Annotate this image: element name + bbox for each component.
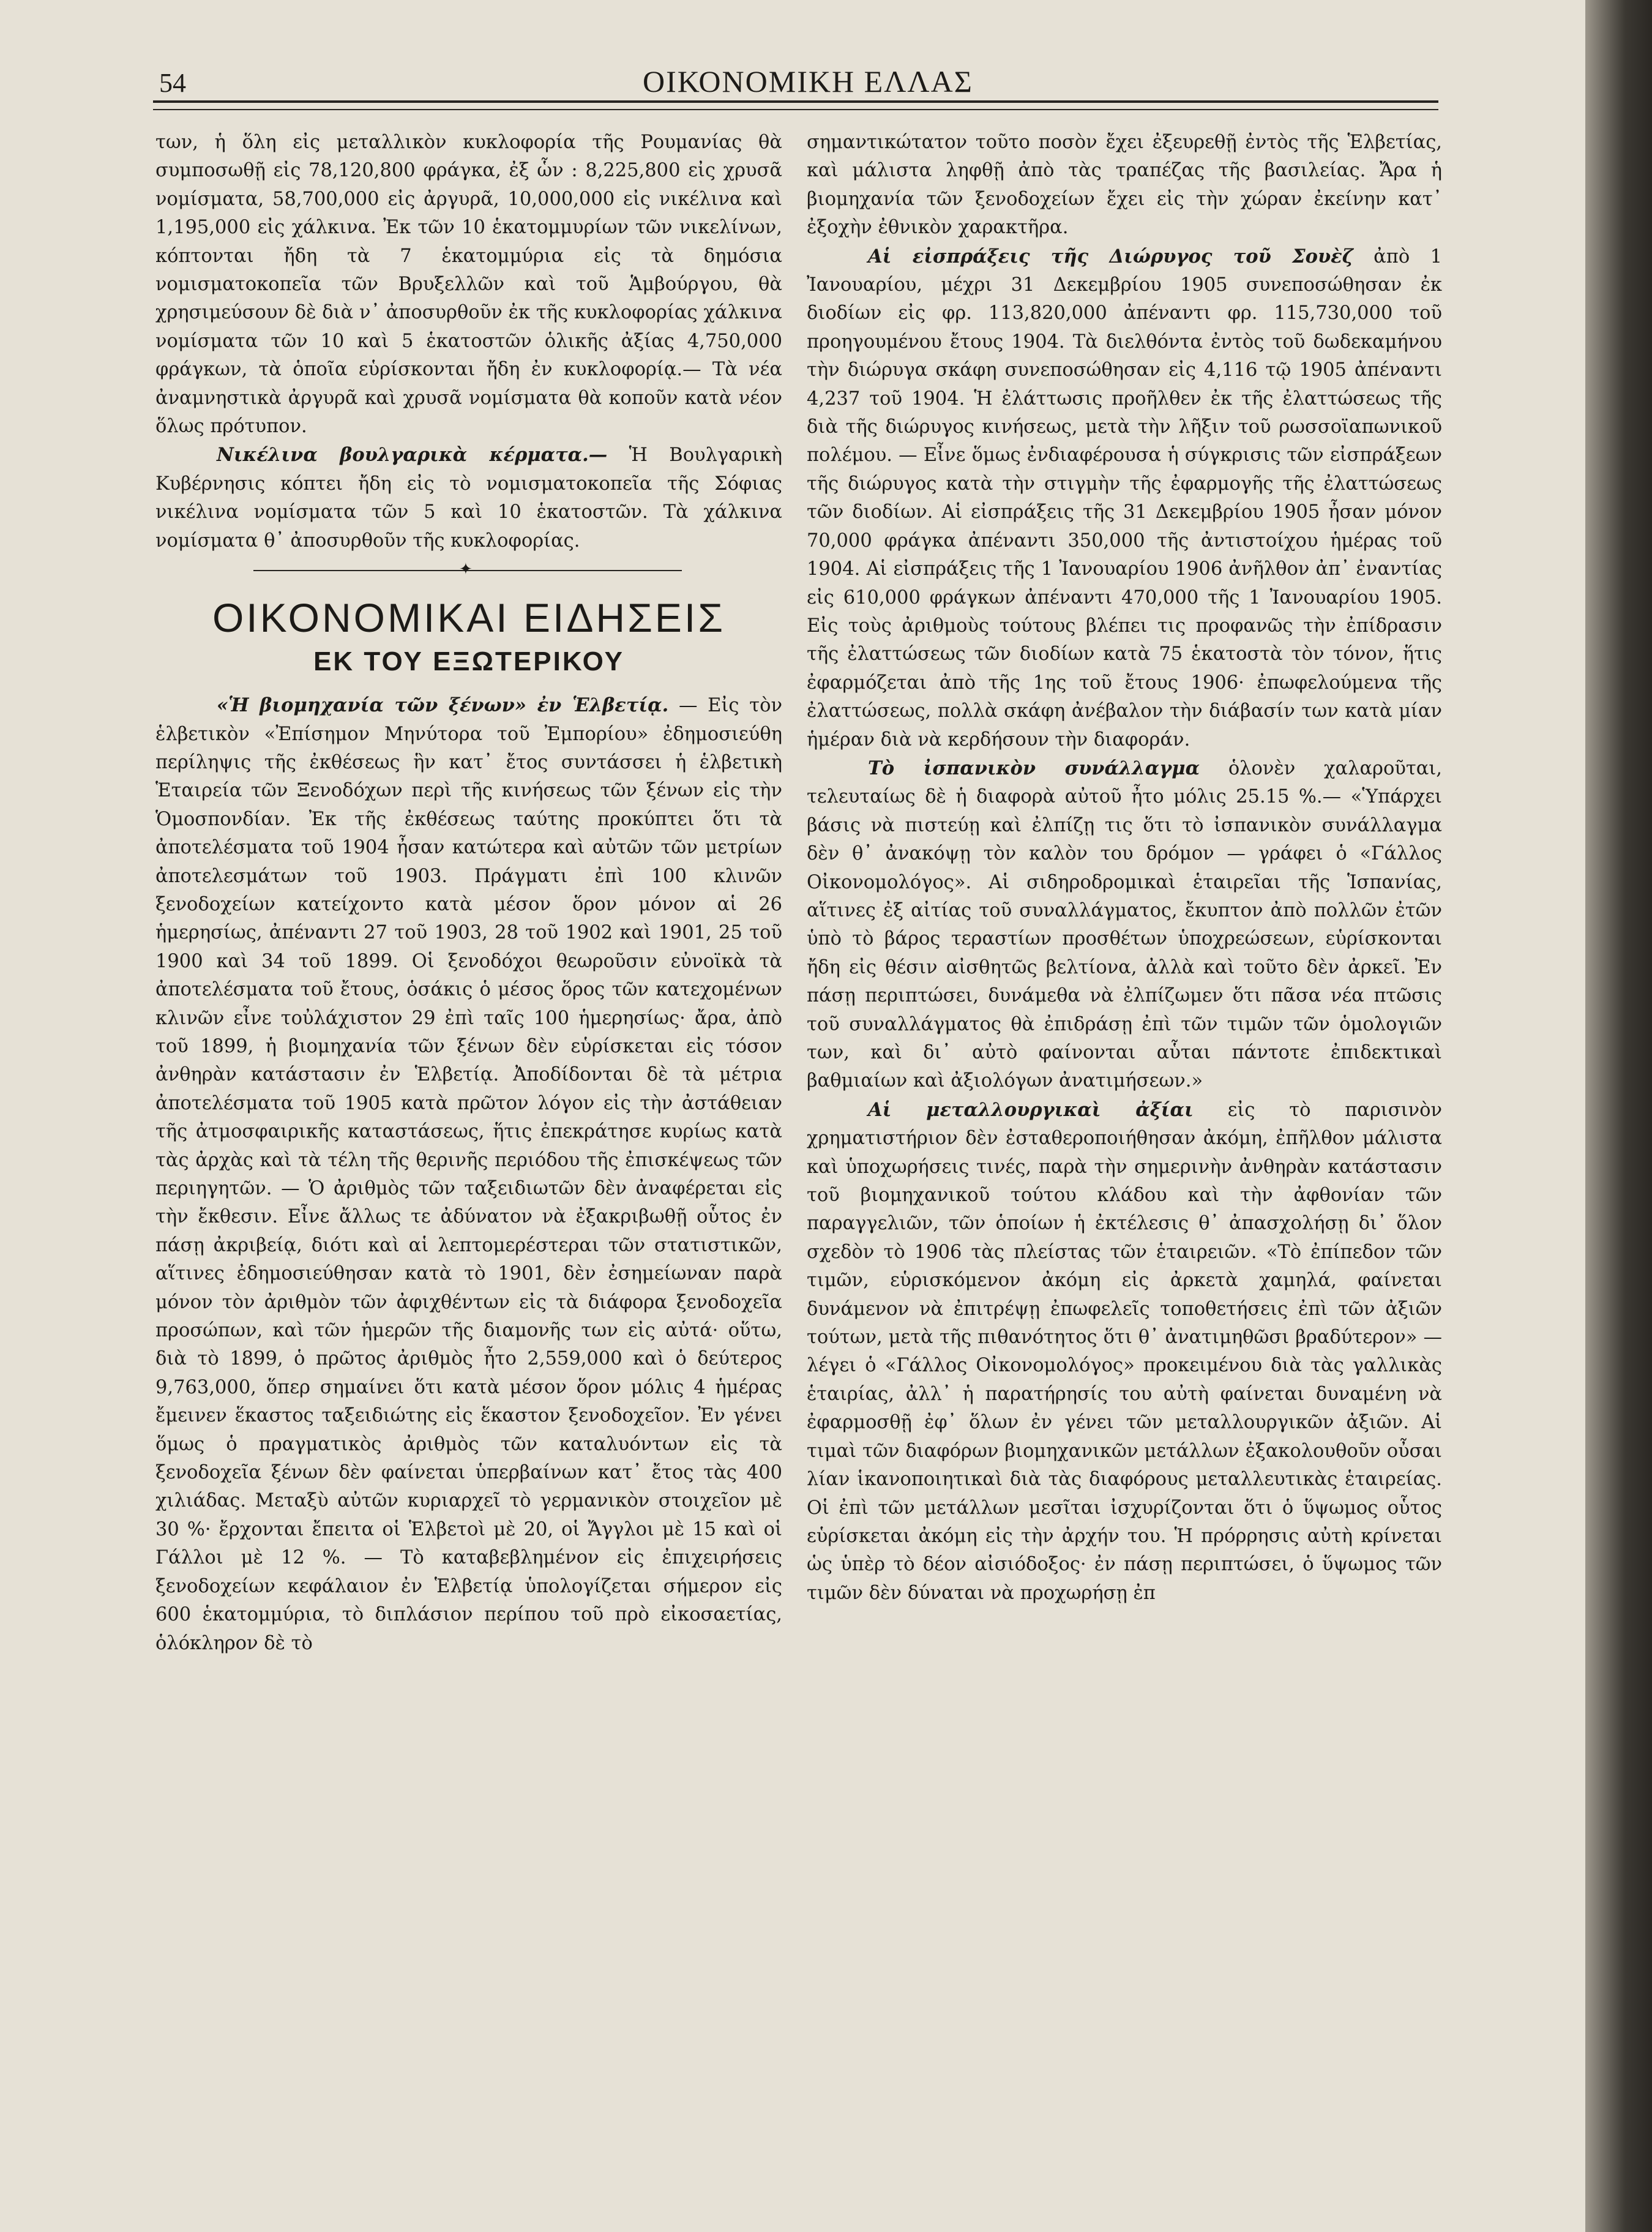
left-paragraph-switzerland (155, 691, 782, 1658)
right-paragraph-spanish-exchange (807, 754, 1442, 1096)
section-subtitle: ΕΚ ΤΟΥ ΕΞΩΤΕΡΙΚΟΥ (313, 646, 624, 677)
section-title: ΟΙΚΟΝΟΜΙΚΑΙ ΕΙΔΗΣΕΙΣ (212, 595, 726, 641)
page-number: 54 (159, 68, 186, 98)
header-rule-thin (153, 109, 1438, 110)
right-paragraph-suez (807, 242, 1442, 754)
left-paragraph-romania: των, ἡ ὅλη εἰς μεταλλικὸν κυκλοφορία τῆς Ρουμανίας θὰ συμποσωθῇ εἰς 78,120,800 φράγκα, ἐξ ὧν : 8,225,800 εἰς χρυσᾶ νομίσματα, 58,700,000 εἰς ἀργυρᾶ, 10,000,000 εἰς νικέλινα καὶ 1,195,000 εἰς χάλκινα. Ἐκ τῶν 10 ἑκατομμυρίων τῶν νικελίνων, κόπτονται ἤδη τὰ 7 ἑκατομμύρια εἰς τὰ δημόσια νομισματοκοπεῖα τῶν Βρυξελλῶν καὶ τοῦ Ἁμβούργου, θὰ χρησιμεύσουν δὲ διὰ ν᾿ ἀποσυρθοῦν ἐκ τῆς κυκλοφορίας χάλκινα νομίσματα τῶν 10 καὶ 5 ἑκατοστῶν ὁλικῆς ἀξίας 4,750,000 φράγκων, τὰ ὁποῖα εὑρίσκονται ἤδη ἐν κυκλοφορίᾳ.— Τὰ νέα ἀναμνηστικὰ ἀργυρᾶ καὶ χρυσᾶ νομίσματα θὰ κοποῦν κατὰ νέον ὅλως πρότυπον. (155, 132, 782, 438)
separator-ornament-icon: ✦ (459, 560, 473, 579)
suez-body: ἀπὸ 1 Ἰανουαρίου, μέχρι 31 Δεκεμβρίου 1905 συνεποσώθησαν ἐκ διοδίων εἰς φρ. 113,820,000 ἀπέναντι φρ. 115,730,000 τοῦ προηγουμένου ἔτους 1904. Τὰ διελθόντα ἐντὸς τοῦ δωδεκαμήνου τὴν διώρυγα σκάφη συνεποσώθησαν εἰς 4,116 τῷ 1905 ἀπέναντι 4,237 τοῦ 1904. Ἡ ἐλάττωσις προῆλθεν ἐκ τῆς ἐλαττώσεως τῆς διὰ τῆς διώρυγος κινήσεως, μετὰ τὴν λῆξιν τοῦ ρωσσοϊαπωνικοῦ πολέμου. — Εἶνε ὅμως ἐνδιαφέρουσα ἡ σύγκρισις τῶν εἰσπράξεων τῆς διώρυγος κατὰ τὴν στιγμὴν τῆς ἐφαρμογῆς τῆς ἐλαττώσεως τῶν διοδίων. Αἱ εἰσπράξεις τῆς 31 Δεκεμβρίου 1905 ἦσαν μόνον 70,000 φράγκα ἀπέναντι 350,000 τῆς ἀντιστοίχου ἡμέρας τοῦ 1904. Αἱ εἰσπράξεις τῆς 1 Ἰανουαρίου 1906 ἀνῆλθον ἀπ᾿ ἐναντίας εἰς 610,000 φράγκων ἀπέναντι 470,000 τῆς 1 Ἰανουαρίου 1905. Εἰς τοὺς ἀριθμοὺς τούτους βλέπει τις προφανῶς τὴν ἐπίδρασιν τῆς ἐλαττώσεως τῶν διοδίων κατὰ 75 ἑκατοστὰ τὸν τόνον, ἥτις ἐφαρμόζεται ἀπὸ τῆς 1ης τοῦ ἔτους 1906· ἐπωφελούμενα τῆς ἐλαττώσεως, πολλὰ σκάφη ἀνέβαλον τὴν διάβασίν των κατὰ μίαν ἡμέραν διὰ νὰ κερδήσουν τὴν διαφοράν. (807, 245, 1442, 751)
page-edge-shadow (1585, 0, 1652, 2232)
left-paragraph-bulgaria (155, 441, 782, 555)
metallurgical-heading: Αἱ μεταλλουργικαὶ ἀξίαι (868, 1098, 1194, 1121)
spanish-exchange-heading: Τὸ ἰσπανικὸν συνάλλαγμα (868, 757, 1200, 779)
bulgaria-body: Ἡ Βουλγαρικὴ Κυβέρνησις κόπτει ἤδη εἰς τὸ νομισματοκοπεῖα τῆς Σόφιας νικέλινα νομίσματα τῶν 5 καὶ 10 ἑκατοστῶν. Τὰ χάλκινα νομίσματα θ᾿ ἀποσυρθοῦν τῆς κυκλοφορίας. (155, 444, 782, 552)
switzerland-body: — Εἰς τὸν ἑλβετικὸν «Ἐπίσημον Μηνύτορα τοῦ Ἐμπορίου» ἐδημοσιεύθη περίληψις τῆς ἐκθέσεως ἣν κατ᾿ ἔτος συντάσσει ἡ ἑλβετικὴ Ἑταιρεία τῶν Ξενοδόχων περὶ τῆς κινήσεως τῶν ξένων εἰς τὴν Ὁμοσπονδίαν. Ἐκ τῆς ἐκθέσεως ταύτης προκύπτει ὅτι τὰ ἀποτελέσματα τοῦ 1904 ἦσαν κατώτερα καὶ αὐτῶν τῶν μετρίων ἀποτελεσμάτων τοῦ 1903. Πράγματι ἐπὶ 100 κλινῶν ξενοδοχείων κατείχοντο κατὰ μέσον ὅρον μόνον αἱ 26 ἡμερησίως, ἀπέναντι 27 τοῦ 1903, 28 τοῦ 1902 καὶ 1901, 25 τοῦ 1900 καὶ 34 τοῦ 1899. Οἱ ξενοδόχοι θεωροῦσιν εὐνοϊκὰ τὰ ἀποτελέσματα τοῦ ἔτους, ὁσάκις ὁ μέσος ὅρος τῶν κατεχομένων κλινῶν εἶνε τοὐλάχιστον 29 ἐπὶ ταῖς 100 ἡμερησίως· ἄρα, ἀπὸ τοῦ 1899, ἡ βιομηχανία τῶν ξένων δὲν εὑρίσκεται εἰς τόσον ἀνθηρὰν κατάστασιν ἐν Ἑλβετίᾳ. Ἀποδίδονται δὲ τὰ μέτρια ἀποτελέσματα τοῦ 1905 κατὰ πρῶτον λόγον εἰς τὴν ἀστάθειαν τῆς ἀτμοσφαιρικῆς καταστάσεως, ἥτις ἐπεκράτησε κυρίως κατὰ τὰς ἀρχὰς καὶ τὰ τέλη τῆς θερινῆς περιόδου τῆς ἐπισκέψεως τῶν περιηγητῶν. — Ὁ ἀριθμὸς τῶν ταξειδιωτῶν δὲν ἀναφέρεται εἰς τὴν ἔκθεσιν. Εἶνε ἄλλως τε ἀδύνατον νὰ ἐξακριβωθῇ οὗτος ἐν πάσῃ ἀκριβείᾳ, διότι καὶ αἱ λεπτομερέστεραι τῶν στατιστικῶν, αἵτινες ἐδημοσιεύθησαν κατὰ τὸ 1901, δὲν ἐσημείωναν παρὰ μόνον τὸν ἀριθμὸν τῶν ἀφιχθέντων εἰς τὰ διάφορα ξενοδοχεῖα προσώπων, καὶ τῶν ἡμερῶν τῆς διαμονῆς των εἰς αὐτά· οὕτω, διὰ τὸ 1899, ὁ πρῶτος ἀριθμὸς ἦτο 2,559,000 καὶ ὁ δεύτερος 9,763,000, ὅπερ σημαίνει ὅτι κατὰ μέσον ὅρον μόλις 4 ἡμέρας ἔμεινεν ἕκαστος ταξειδιώτης εἰς ἕκαστον ξενοδοχεῖον. Ἐν γένει ὅμως ὁ πραγματικὸς ἀριθμὸς τῶν καταλυόντων εἰς τὰ ξενοδοχεῖα ξένων δὲν φαίνεται ὑπερβαίνων κατ᾿ ἔτος τὰς 400 χιλιάδας. Μεταξὺ αὐτῶν κυριαρχεῖ τὸ γερμανικὸν στοιχεῖον μὲ 30 %· ἔρχονται ἔπειτα οἱ Ἑλβετοὶ μὲ 20, οἱ Ἄγγλοι μὲ 15 καὶ οἱ Γάλλοι μὲ 12 %. — Τὸ καταβεβλημένον εἰς ἐπιχειρήσεις ξενοδοχείων κεφάλαιον ἐν Ἑλβετίᾳ ὑπολογίζεται σήμερον εἰς 600 ἑκατομμύρια, τὸ διπλάσιον περίπου τοῦ πρὸ εἰκοσαετίας, ὁλόκληρον δὲ τὸ (155, 695, 782, 1654)
switzerland-heading: «Ἡ βιομηχανία τῶν ξένων» ἐν Ἑλβετίᾳ. (217, 694, 669, 717)
right-column (807, 129, 1442, 2222)
suez-heading: Αἱ εἰσπράξεις τῆς Διώρυγος τοῦ Σουὲζ (868, 245, 1353, 268)
running-title: ΟΙΚΟΝΟΜΙΚΗ ΕΛΛΑΣ (643, 64, 973, 99)
page-header (153, 59, 1438, 102)
section-separator (155, 555, 782, 583)
header-rule-thick (153, 100, 1438, 103)
right-paragraph-metallurgical (807, 1096, 1442, 1608)
right-paragraph-continuation: σημαντικώτατον τοῦτο ποσὸν ἔχει ἐξευρεθῇ ἐντὸς τῆς Ἑλβετίας, καὶ μάλιστα ληφθῇ ἀπὸ τὰς τραπέζας τῆς βασιλείας. Ἄρα ἡ βιομηχανία τῶν ξενοδοχείων ἔχει εἰς τὴν χώραν ἐκείνην κατ᾿ ἐξοχὴν ἐθνικὸν χαρακτῆρα. (807, 132, 1442, 239)
metallurgical-body: εἰς τὸ παρισινὸν χρηματιστήριον δὲν ἐσταθεροποιήθησαν ἀκόμη, ἐπῆλθον μάλιστα καὶ ὑποχωρήσεις τινές, παρὰ τὴν σημερινὴν ἀνθηρὰν κατάστασιν τοῦ βιομηχανικοῦ τούτου κλάδου καὶ τὴν ἀφθονίαν τῶν παραγγελιῶν, τῶν ὁποίων ἡ ἐκτέλεσις θ᾿ ἀπασχολήσῃ δι᾿ ὅλον σχεδὸν τὸ 1906 τὰς πλείστας τῶν ἑταιρειῶν. «Τὸ ἐπίπεδον τῶν τιμῶν, εὑρισκόμενον ἀκόμη εἰς ἀρκετὰ χαμηλά, φαίνεται δυνάμενον νὰ ἐπιτρέψῃ ἐπωφελεῖς τοποθετήσεις ἐπὶ τῶν ἀξιῶν τούτων, μετὰ τῆς πιθανότητος ὅτι θ᾿ ἀνατιμηθῶσι βραδύτερον» — λέγει ὁ «Γάλλος Οἰκονομολόγος» προκειμένου διὰ τὰς γαλλικὰς ἑταιρίας, ἀλλ᾿ ἡ παρατήρησίς του αὐτὴ φαίνεται δυναμένη νὰ ἐφαρμοσθῇ ἐφ᾿ ὅλων ἐν γένει τῶν μεταλλουργικῶν ἀξιῶν. Αἱ τιμαὶ τῶν διαφόρων βιομηχανικῶν μετάλλων ἐξακολουθοῦν οὖσαι λίαν ἱκανοποιητικαὶ διὰ τὰς διαφόρους μεταλλευτικὰς ἑταιρείας. Οἱ ἐπὶ τῶν μετάλλων μεσῖται ἰσχυρίζονται ὅτι ὁ ὕψωμος οὗτος εὑρίσκεται ἀκόμη εἰς τὴν ἀρχήν του. Ἡ πρόρρησις αὐτὴ κρίνεται ὡς ὑπὲρ τὸ δέον αἰσιόδοξος· ἐν πάσῃ περιπτώσει, ὁ ὕψωμος τῶν τιμῶν δὲν δύναται νὰ προχωρήσῃ ἐπ (807, 1099, 1442, 1604)
bulgaria-heading: Νικέλινα βουλγαρικὰ κέρματα.— (217, 444, 608, 466)
left-column (155, 129, 782, 2222)
spanish-exchange-body: ὁλονὲν χαλαροῦται, τελευταίως δὲ ἡ διαφορὰ αὐτοῦ ἦτο μόλις 25.15 %.— «Ὑπάρχει βάσις νὰ πιστεύῃ καὶ ἐλπίζῃ τις ὅτι τὸ ἰσπανικὸν συνάλλαγμα δὲν θ᾿ ἀνακόψῃ τὸν καλὸν του δρόμον — γράφει ὁ «Γάλλος Οἰκονομολόγος». Αἱ σιδηροδρομικαὶ ἑταιρεῖαι τῆς Ἱσπανίας, αἵτινες ἐξ αἰτίας τοῦ συναλλάγματος, ἔκυπτον ἀπὸ πολλῶν ἐτῶν ὑπὸ τὸ βάρος τεραστίων προσθέτων ὑποχρεώσεων, εὑρίσκονται ἤδη εἰς θέσιν αἰσθητῶς βελτίονα, ἀλλὰ καὶ τοῦτο δὲν ἀρκεῖ. Ἐν πάσῃ περιπτώσει, δυνάμεθα νὰ ἐλπίζωμεν ὅτι πᾶσα νέα πτῶσις τοῦ συναλλάγματος θὰ ἐπιδράσῃ ἐπὶ τῶν τιμῶν τῶν ὁμολογιῶν των, καὶ δι᾿ αὐτὸ φαίνονται αὗται πάντοτε ἐπιδεκτικαὶ βαθμιαίων καὶ ἀξιολόγων ἀνατιμήσεων.» (807, 757, 1442, 1092)
